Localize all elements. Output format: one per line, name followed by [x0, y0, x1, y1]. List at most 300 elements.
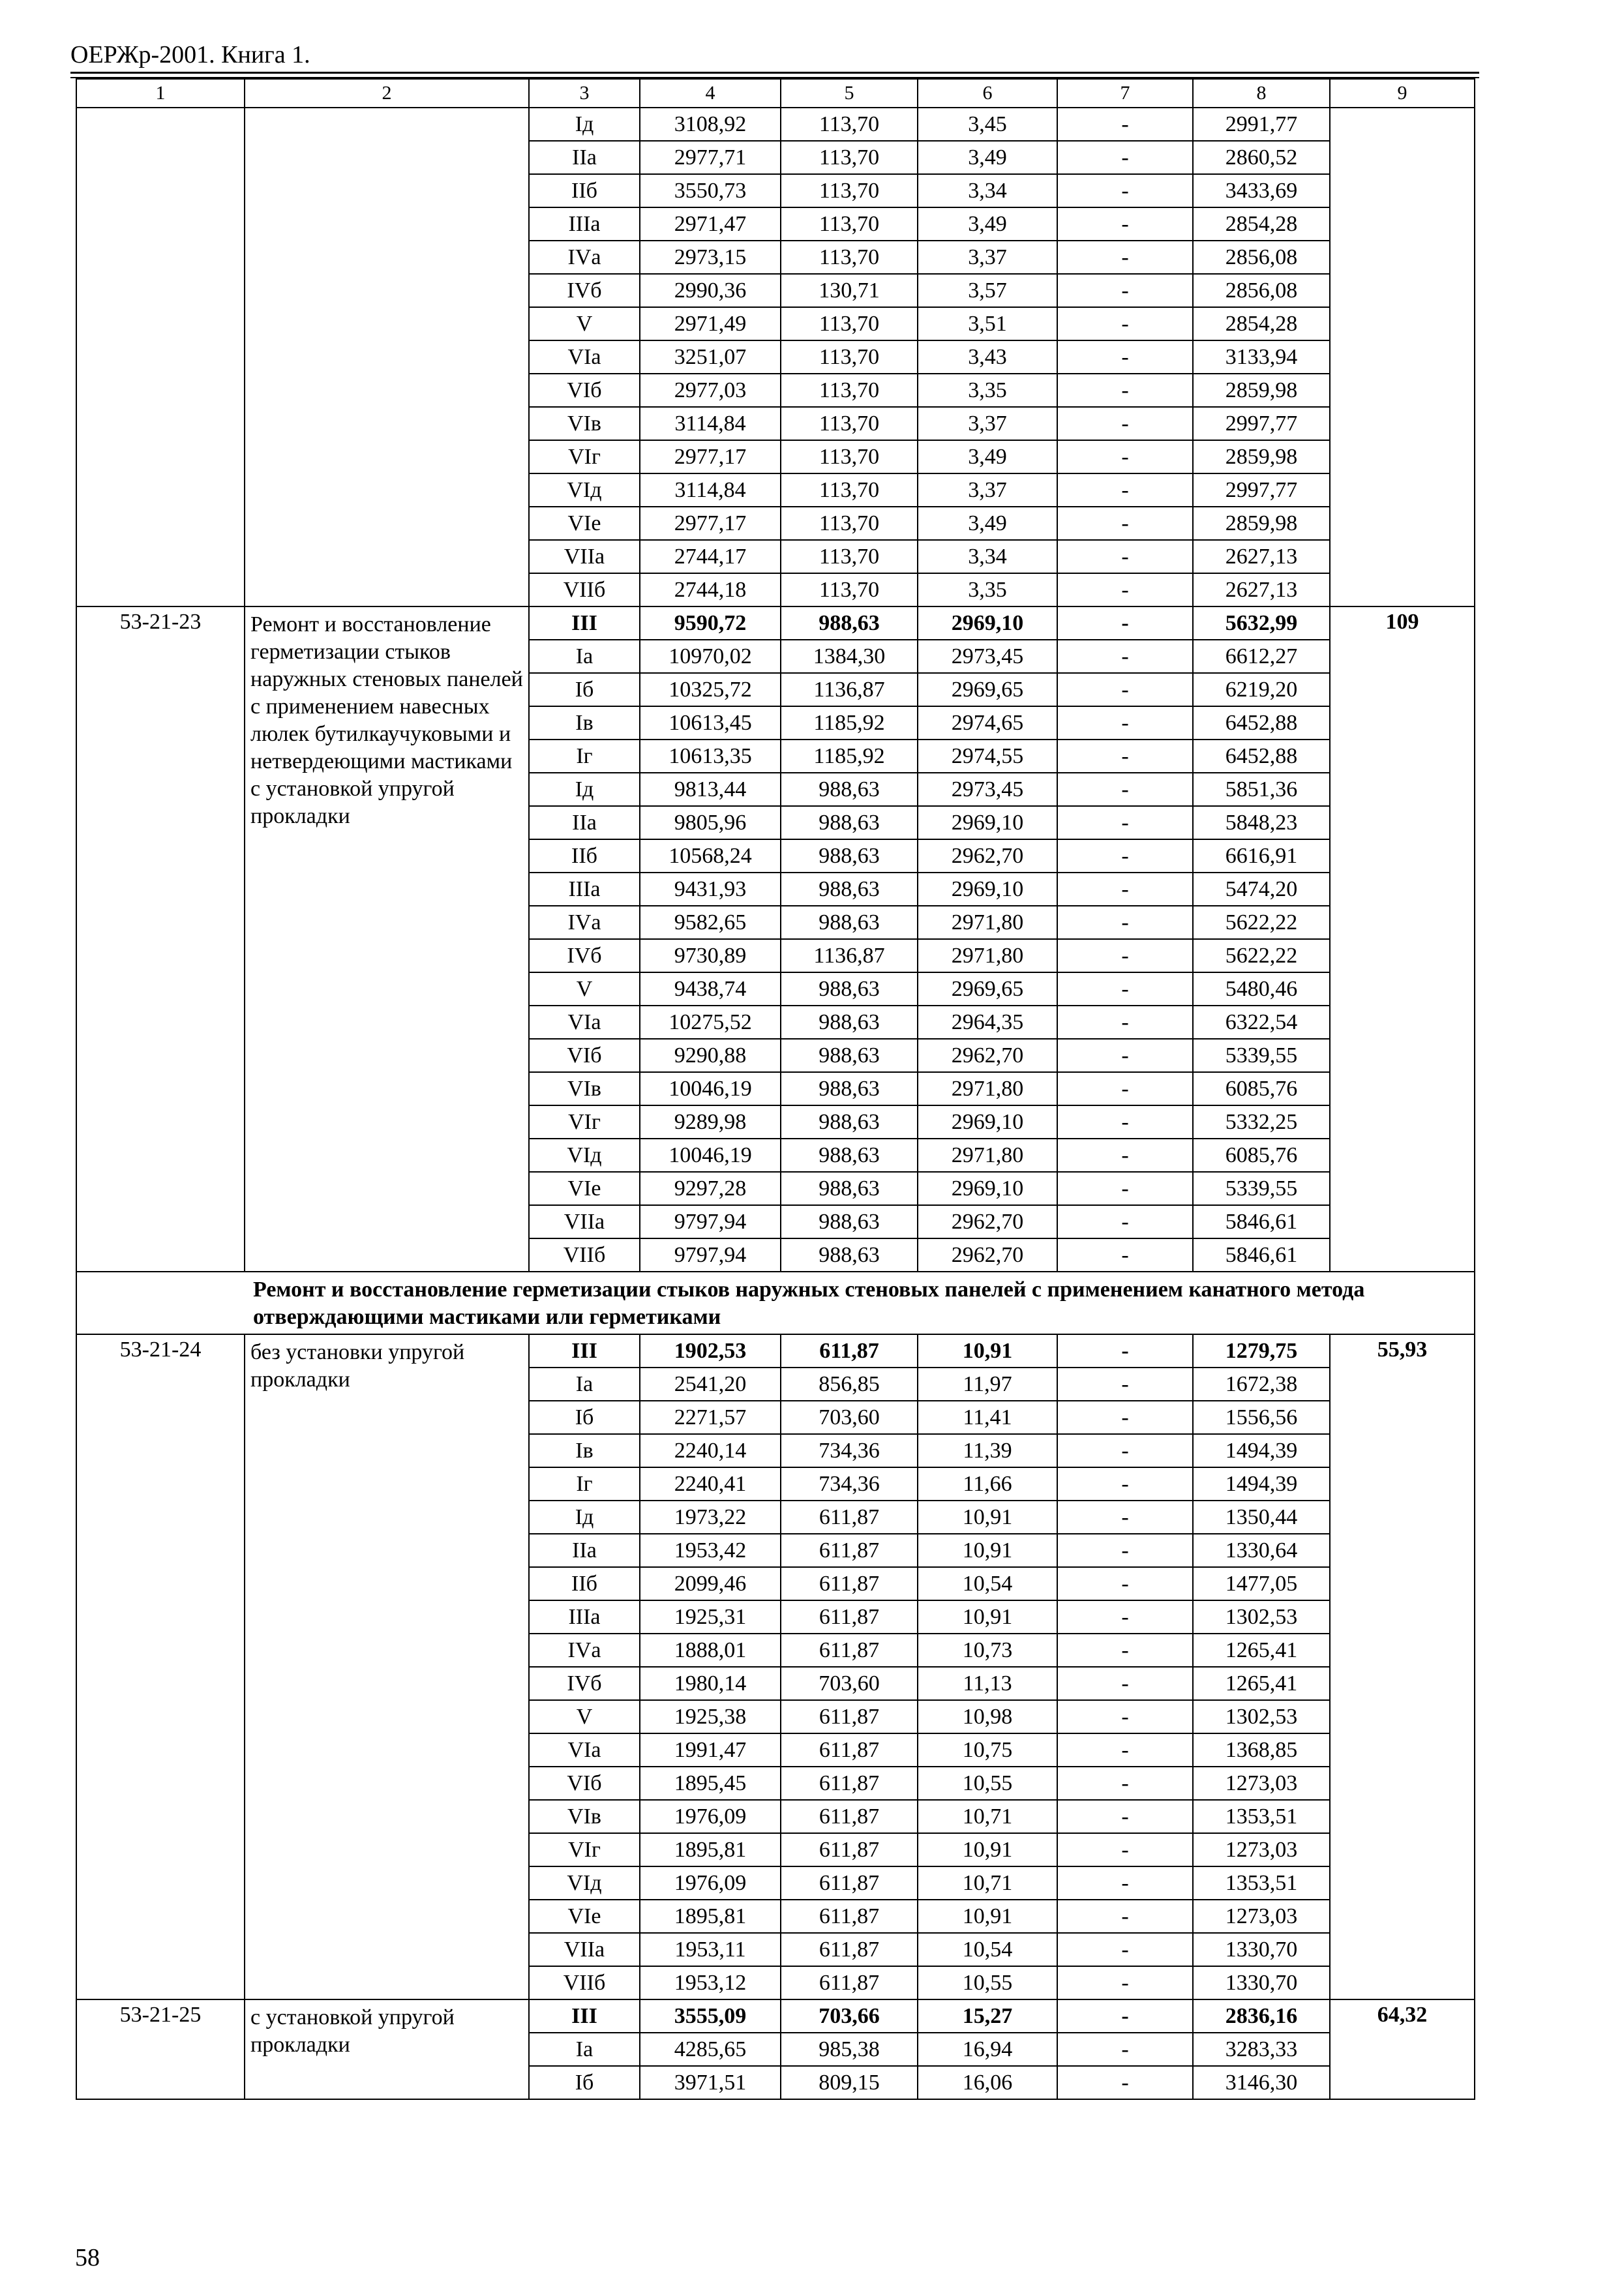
value-cell: 3,37	[918, 241, 1057, 274]
table-row	[76, 606, 1475, 640]
value-cell: 3,43	[918, 340, 1057, 374]
value-cell: 988,63	[781, 1105, 918, 1139]
row-category-cell: V	[529, 1700, 640, 1733]
header-rule	[70, 72, 1479, 74]
row-category-cell: IIб	[529, 1567, 640, 1600]
value-cell: 1953,12	[640, 1966, 781, 1999]
value-cell: 2859,98	[1193, 507, 1330, 540]
value-cell: 9438,74	[640, 972, 781, 1006]
value-cell: 6085,76	[1193, 1139, 1330, 1172]
value-cell: -	[1057, 307, 1193, 340]
value-cell: 1925,31	[640, 1600, 781, 1634]
value-cell: -	[1057, 773, 1193, 806]
value-cell: -	[1057, 540, 1193, 573]
value-cell: -	[1057, 473, 1193, 507]
value-cell: 2962,70	[918, 1039, 1057, 1072]
value-cell: 3,34	[918, 540, 1057, 573]
row-category-cell: IIIа	[529, 1600, 640, 1634]
value-cell: -	[1057, 507, 1193, 540]
item-col9-value: 64,32	[1330, 1999, 1475, 2099]
value-cell: -	[1057, 1334, 1193, 1368]
value-cell: 1330,70	[1193, 1933, 1330, 1966]
row-category-cell: Iг	[529, 1467, 640, 1501]
value-cell: 5474,20	[1193, 873, 1330, 906]
value-cell: 6616,91	[1193, 839, 1330, 873]
value-cell: 988,63	[781, 806, 918, 839]
value-cell: -	[1057, 1733, 1193, 1767]
row-category-cell: IVа	[529, 241, 640, 274]
value-cell: -	[1057, 2066, 1193, 2099]
item-description: с установкой упругой прокладки	[245, 1999, 529, 2099]
value-cell: 3283,33	[1193, 2033, 1330, 2066]
value-cell: 3,35	[918, 573, 1057, 606]
value-cell: -	[1057, 906, 1193, 939]
value-cell: 611,87	[781, 1634, 918, 1667]
value-cell: 11,66	[918, 1467, 1057, 1501]
value-cell: 3,49	[918, 440, 1057, 473]
value-cell: 10,91	[918, 1501, 1057, 1534]
value-cell: -	[1057, 1205, 1193, 1238]
value-cell: 6085,76	[1193, 1072, 1330, 1105]
value-cell: 734,36	[781, 1467, 918, 1501]
value-cell: 2854,28	[1193, 207, 1330, 241]
value-cell: 2969,65	[918, 673, 1057, 706]
value-cell: 113,70	[781, 374, 918, 407]
column-number: 2	[245, 79, 529, 108]
value-cell: 2099,46	[640, 1567, 781, 1600]
value-cell: -	[1057, 407, 1193, 440]
row-category-cell: VIб	[529, 1767, 640, 1800]
value-cell: 2997,77	[1193, 473, 1330, 507]
row-category-cell: VIIа	[529, 1205, 640, 1238]
value-cell: 1185,92	[781, 740, 918, 773]
row-category-cell: VIг	[529, 1105, 640, 1139]
row-category-cell: VIд	[529, 1866, 640, 1900]
row-category-cell: Iв	[529, 706, 640, 740]
value-cell: -	[1057, 1567, 1193, 1600]
row-category-cell: VIа	[529, 1006, 640, 1039]
value-cell: 2969,10	[918, 873, 1057, 906]
code-cell	[76, 108, 245, 606]
value-cell: 10,91	[918, 1833, 1057, 1866]
item-col9-value: 55,93	[1330, 1334, 1475, 1999]
item-code: 53-21-24	[76, 1334, 245, 1999]
row-category-cell: VIIб	[529, 573, 640, 606]
value-cell: 130,71	[781, 274, 918, 307]
row-category-cell: VIг	[529, 440, 640, 473]
value-cell: 3,49	[918, 507, 1057, 540]
value-cell: 1494,39	[1193, 1467, 1330, 1501]
value-cell: 5339,55	[1193, 1172, 1330, 1205]
value-cell: 2964,35	[918, 1006, 1057, 1039]
value-cell: 988,63	[781, 1006, 918, 1039]
value-cell: 988,63	[781, 1172, 918, 1205]
table-body	[76, 79, 1475, 2099]
value-cell: 9431,93	[640, 873, 781, 906]
value-cell: 1895,45	[640, 1767, 781, 1800]
row-category-cell: VIд	[529, 1139, 640, 1172]
column-number-row	[76, 79, 1475, 108]
value-cell: -	[1057, 606, 1193, 640]
value-cell: -	[1057, 673, 1193, 706]
value-cell: 1350,44	[1193, 1501, 1330, 1534]
row-category-cell: III	[529, 1999, 640, 2033]
value-cell: 5848,23	[1193, 806, 1330, 839]
value-cell: 113,70	[781, 174, 918, 207]
value-cell: -	[1057, 1600, 1193, 1634]
item-description: без установки упругой прокладки	[245, 1334, 529, 1999]
value-cell: 611,87	[781, 1767, 918, 1800]
value-cell: 2859,98	[1193, 374, 1330, 407]
row-category-cell: Iб	[529, 673, 640, 706]
value-cell: 1353,51	[1193, 1800, 1330, 1833]
value-cell: 3,49	[918, 207, 1057, 241]
value-cell: 2627,13	[1193, 540, 1330, 573]
value-cell: 6219,20	[1193, 673, 1330, 706]
value-cell: 2997,77	[1193, 407, 1330, 440]
row-category-cell: Iд	[529, 1501, 640, 1534]
value-cell: 1136,87	[781, 673, 918, 706]
value-cell: 2541,20	[640, 1368, 781, 1401]
value-cell: 5339,55	[1193, 1039, 1330, 1072]
value-cell: -	[1057, 340, 1193, 374]
rates-table	[76, 78, 1475, 2100]
value-cell: 611,87	[781, 1567, 918, 1600]
value-cell: -	[1057, 1039, 1193, 1072]
value-cell: 113,70	[781, 440, 918, 473]
column-number: 9	[1330, 79, 1475, 108]
value-cell: -	[1057, 806, 1193, 839]
value-cell: 3114,84	[640, 473, 781, 507]
value-cell: 9297,28	[640, 1172, 781, 1205]
value-cell: 113,70	[781, 473, 918, 507]
value-cell: 2977,17	[640, 507, 781, 540]
value-cell: 1902,53	[640, 1334, 781, 1368]
table-row	[76, 1334, 1475, 1368]
row-category-cell: VIа	[529, 340, 640, 374]
value-cell: 2271,57	[640, 1401, 781, 1434]
value-cell: 9590,72	[640, 606, 781, 640]
row-category-cell: VIв	[529, 407, 640, 440]
value-cell: 988,63	[781, 873, 918, 906]
row-category-cell: IIб	[529, 174, 640, 207]
value-cell: 611,87	[781, 1900, 918, 1933]
column-number: 6	[918, 79, 1057, 108]
value-cell: -	[1057, 141, 1193, 174]
value-cell: 2971,47	[640, 207, 781, 241]
value-cell: -	[1057, 1368, 1193, 1401]
value-cell: -	[1057, 640, 1193, 673]
row-category-cell: Iд	[529, 773, 640, 806]
value-cell: 734,36	[781, 1434, 918, 1467]
table-row	[76, 108, 1475, 141]
row-category-cell: IIIа	[529, 873, 640, 906]
value-cell: 3433,69	[1193, 174, 1330, 207]
row-category-cell: VIб	[529, 374, 640, 407]
value-cell: -	[1057, 207, 1193, 241]
value-cell: 3,57	[918, 274, 1057, 307]
value-cell: 10,71	[918, 1800, 1057, 1833]
value-cell: 985,38	[781, 2033, 918, 2066]
value-cell: 113,70	[781, 573, 918, 606]
value-cell: 2627,13	[1193, 573, 1330, 606]
value-cell: 2969,10	[918, 606, 1057, 640]
value-cell: 1980,14	[640, 1667, 781, 1700]
value-cell: 6612,27	[1193, 640, 1330, 673]
section-heading: Ремонт и восстановление герметизации стыков наружных стеновых панелей с применением канатного метода отверждающими мастиками или герметиками	[76, 1272, 1475, 1334]
col9-cell	[1330, 108, 1475, 606]
value-cell: 11,39	[918, 1434, 1057, 1467]
row-category-cell: VIIб	[529, 1238, 640, 1272]
value-cell: 611,87	[781, 1534, 918, 1567]
table-row	[76, 1999, 1475, 2033]
value-cell: 988,63	[781, 1072, 918, 1105]
item-col9-value: 109	[1330, 606, 1475, 1272]
value-cell: 5622,22	[1193, 939, 1330, 972]
row-category-cell: VIг	[529, 1833, 640, 1866]
value-cell: 1925,38	[640, 1700, 781, 1733]
value-cell: 3555,09	[640, 1999, 781, 2033]
column-number: 3	[529, 79, 640, 108]
value-cell: 3550,73	[640, 174, 781, 207]
value-cell: 2969,10	[918, 1105, 1057, 1139]
value-cell: -	[1057, 1238, 1193, 1272]
row-category-cell: Iа	[529, 2033, 640, 2066]
row-category-cell: IIа	[529, 806, 640, 839]
value-cell: 2971,80	[918, 1139, 1057, 1172]
value-cell: -	[1057, 108, 1193, 141]
value-cell: 3971,51	[640, 2066, 781, 2099]
value-cell: 2962,70	[918, 839, 1057, 873]
value-cell: 113,70	[781, 540, 918, 573]
value-cell: 10,75	[918, 1733, 1057, 1767]
value-cell: 2974,55	[918, 740, 1057, 773]
value-cell: -	[1057, 839, 1193, 873]
value-cell: 6322,54	[1193, 1006, 1330, 1039]
value-cell: 3,49	[918, 141, 1057, 174]
value-cell: 1953,42	[640, 1534, 781, 1567]
row-category-cell: IVб	[529, 274, 640, 307]
row-category-cell: III	[529, 606, 640, 640]
column-number: 1	[76, 79, 245, 108]
row-category-cell: IVб	[529, 939, 640, 972]
value-cell: 611,87	[781, 1833, 918, 1866]
value-cell: 611,87	[781, 1501, 918, 1534]
value-cell: 1556,56	[1193, 1401, 1330, 1434]
value-cell: 9805,96	[640, 806, 781, 839]
value-cell: 11,41	[918, 1401, 1057, 1434]
value-cell: 10970,02	[640, 640, 781, 673]
value-cell: 10325,72	[640, 673, 781, 706]
value-cell: 2836,16	[1193, 1999, 1330, 2033]
value-cell: 1976,09	[640, 1800, 781, 1833]
value-cell: 5480,46	[1193, 972, 1330, 1006]
value-cell: 2991,77	[1193, 108, 1330, 141]
value-cell: 988,63	[781, 1205, 918, 1238]
value-cell: 2971,80	[918, 1072, 1057, 1105]
column-number: 8	[1193, 79, 1330, 108]
value-cell: 2969,65	[918, 972, 1057, 1006]
value-cell: 1895,81	[640, 1900, 781, 1933]
value-cell: 3251,07	[640, 340, 781, 374]
value-cell: 10613,35	[640, 740, 781, 773]
value-cell: 2860,52	[1193, 141, 1330, 174]
value-cell: 1265,41	[1193, 1667, 1330, 1700]
value-cell: 2973,45	[918, 640, 1057, 673]
value-cell: 9797,94	[640, 1205, 781, 1238]
value-cell: 3114,84	[640, 407, 781, 440]
row-category-cell: Iа	[529, 1368, 640, 1401]
value-cell: 703,60	[781, 1667, 918, 1700]
value-cell: 2969,10	[918, 1172, 1057, 1205]
value-cell: 10,91	[918, 1534, 1057, 1567]
value-cell: 9289,98	[640, 1105, 781, 1139]
value-cell: 5632,99	[1193, 606, 1330, 640]
value-cell: 2977,17	[640, 440, 781, 473]
value-cell: 703,60	[781, 1401, 918, 1434]
row-category-cell: VIIб	[529, 1966, 640, 1999]
value-cell: 11,97	[918, 1368, 1057, 1401]
value-cell: 113,70	[781, 407, 918, 440]
value-cell: 1330,64	[1193, 1534, 1330, 1567]
value-cell: 113,70	[781, 141, 918, 174]
row-category-cell: VIа	[529, 1733, 640, 1767]
value-cell: 703,66	[781, 1999, 918, 2033]
value-cell: 2856,08	[1193, 241, 1330, 274]
value-cell: 11,13	[918, 1667, 1057, 1700]
item-code: 53-21-23	[76, 606, 245, 1272]
value-cell: 2974,65	[918, 706, 1057, 740]
value-cell: -	[1057, 939, 1193, 972]
value-cell: 9797,94	[640, 1238, 781, 1272]
value-cell: 4285,65	[640, 2033, 781, 2066]
value-cell: -	[1057, 1072, 1193, 1105]
value-cell: 1302,53	[1193, 1600, 1330, 1634]
value-cell: 3133,94	[1193, 340, 1330, 374]
row-category-cell: VIб	[529, 1039, 640, 1072]
value-cell: 1279,75	[1193, 1334, 1330, 1368]
value-cell: 988,63	[781, 773, 918, 806]
value-cell: 3,34	[918, 174, 1057, 207]
value-cell: -	[1057, 1467, 1193, 1501]
column-number: 5	[781, 79, 918, 108]
value-cell: 611,87	[781, 1600, 918, 1634]
value-cell: 10,91	[918, 1334, 1057, 1368]
value-cell: 988,63	[781, 1139, 918, 1172]
value-cell: -	[1057, 1105, 1193, 1139]
value-cell: 611,87	[781, 1733, 918, 1767]
value-cell: 611,87	[781, 1966, 918, 1999]
document-header: ОЕРЖр-2001. Книга 1.	[70, 41, 310, 68]
value-cell: 9730,89	[640, 939, 781, 972]
value-cell: 611,87	[781, 1933, 918, 1966]
value-cell: 2962,70	[918, 1205, 1057, 1238]
value-cell: 5851,36	[1193, 773, 1330, 806]
value-cell: 2854,28	[1193, 307, 1330, 340]
value-cell: -	[1057, 873, 1193, 906]
row-category-cell: IIб	[529, 839, 640, 873]
value-cell: 9290,88	[640, 1039, 781, 1072]
value-cell: 611,87	[781, 1334, 918, 1368]
value-cell: 113,70	[781, 507, 918, 540]
value-cell: -	[1057, 174, 1193, 207]
value-cell: 1991,47	[640, 1733, 781, 1767]
value-cell: -	[1057, 1866, 1193, 1900]
value-cell: 611,87	[781, 1800, 918, 1833]
row-category-cell: Iа	[529, 640, 640, 673]
value-cell: 2744,18	[640, 573, 781, 606]
page-number: 58	[75, 2244, 100, 2271]
value-cell: 1953,11	[640, 1933, 781, 1966]
value-cell: -	[1057, 2033, 1193, 2066]
row-category-cell: IIа	[529, 1534, 640, 1567]
value-cell: -	[1057, 241, 1193, 274]
value-cell: 3,51	[918, 307, 1057, 340]
value-cell: 1477,05	[1193, 1567, 1330, 1600]
value-cell: 5846,61	[1193, 1238, 1330, 1272]
value-cell: -	[1057, 706, 1193, 740]
value-cell: -	[1057, 1634, 1193, 1667]
value-cell: 1973,22	[640, 1501, 781, 1534]
value-cell: 1273,03	[1193, 1900, 1330, 1933]
value-cell: 10046,19	[640, 1072, 781, 1105]
value-cell: -	[1057, 1933, 1193, 1966]
item-code: 53-21-25	[76, 1999, 245, 2099]
value-cell: 1494,39	[1193, 1434, 1330, 1467]
value-cell: 3108,92	[640, 108, 781, 141]
value-cell: -	[1057, 374, 1193, 407]
column-number: 4	[640, 79, 781, 108]
value-cell: 3,37	[918, 407, 1057, 440]
row-category-cell: Iд	[529, 108, 640, 141]
value-cell: 6452,88	[1193, 706, 1330, 740]
value-cell: 10568,24	[640, 839, 781, 873]
value-cell: 10613,45	[640, 706, 781, 740]
value-cell: 2969,10	[918, 806, 1057, 839]
section-heading-row	[76, 1272, 1475, 1334]
value-cell: 988,63	[781, 606, 918, 640]
value-cell: 1672,38	[1193, 1368, 1330, 1401]
value-cell: 1185,92	[781, 706, 918, 740]
value-cell: 2744,17	[640, 540, 781, 573]
row-category-cell: Iв	[529, 1434, 640, 1467]
row-category-cell: VIд	[529, 473, 640, 507]
value-cell: 611,87	[781, 1866, 918, 1900]
value-cell: 113,70	[781, 241, 918, 274]
value-cell: 16,94	[918, 2033, 1057, 2066]
value-cell: 988,63	[781, 839, 918, 873]
value-cell: 1353,51	[1193, 1866, 1330, 1900]
row-category-cell: V	[529, 972, 640, 1006]
row-category-cell: V	[529, 307, 640, 340]
value-cell: -	[1057, 1833, 1193, 1866]
value-cell: 1330,70	[1193, 1966, 1330, 1999]
value-cell: 2971,80	[918, 939, 1057, 972]
value-cell: 113,70	[781, 108, 918, 141]
value-cell: 2971,80	[918, 906, 1057, 939]
value-cell: 809,15	[781, 2066, 918, 2099]
value-cell: -	[1057, 740, 1193, 773]
value-cell: -	[1057, 1401, 1193, 1434]
value-cell: 10046,19	[640, 1139, 781, 1172]
value-cell: 856,85	[781, 1368, 918, 1401]
value-cell: 611,87	[781, 1700, 918, 1733]
value-cell: 2973,15	[640, 241, 781, 274]
value-cell: 113,70	[781, 307, 918, 340]
value-cell: 2971,49	[640, 307, 781, 340]
value-cell: 988,63	[781, 1039, 918, 1072]
value-cell: 3146,30	[1193, 2066, 1330, 2099]
